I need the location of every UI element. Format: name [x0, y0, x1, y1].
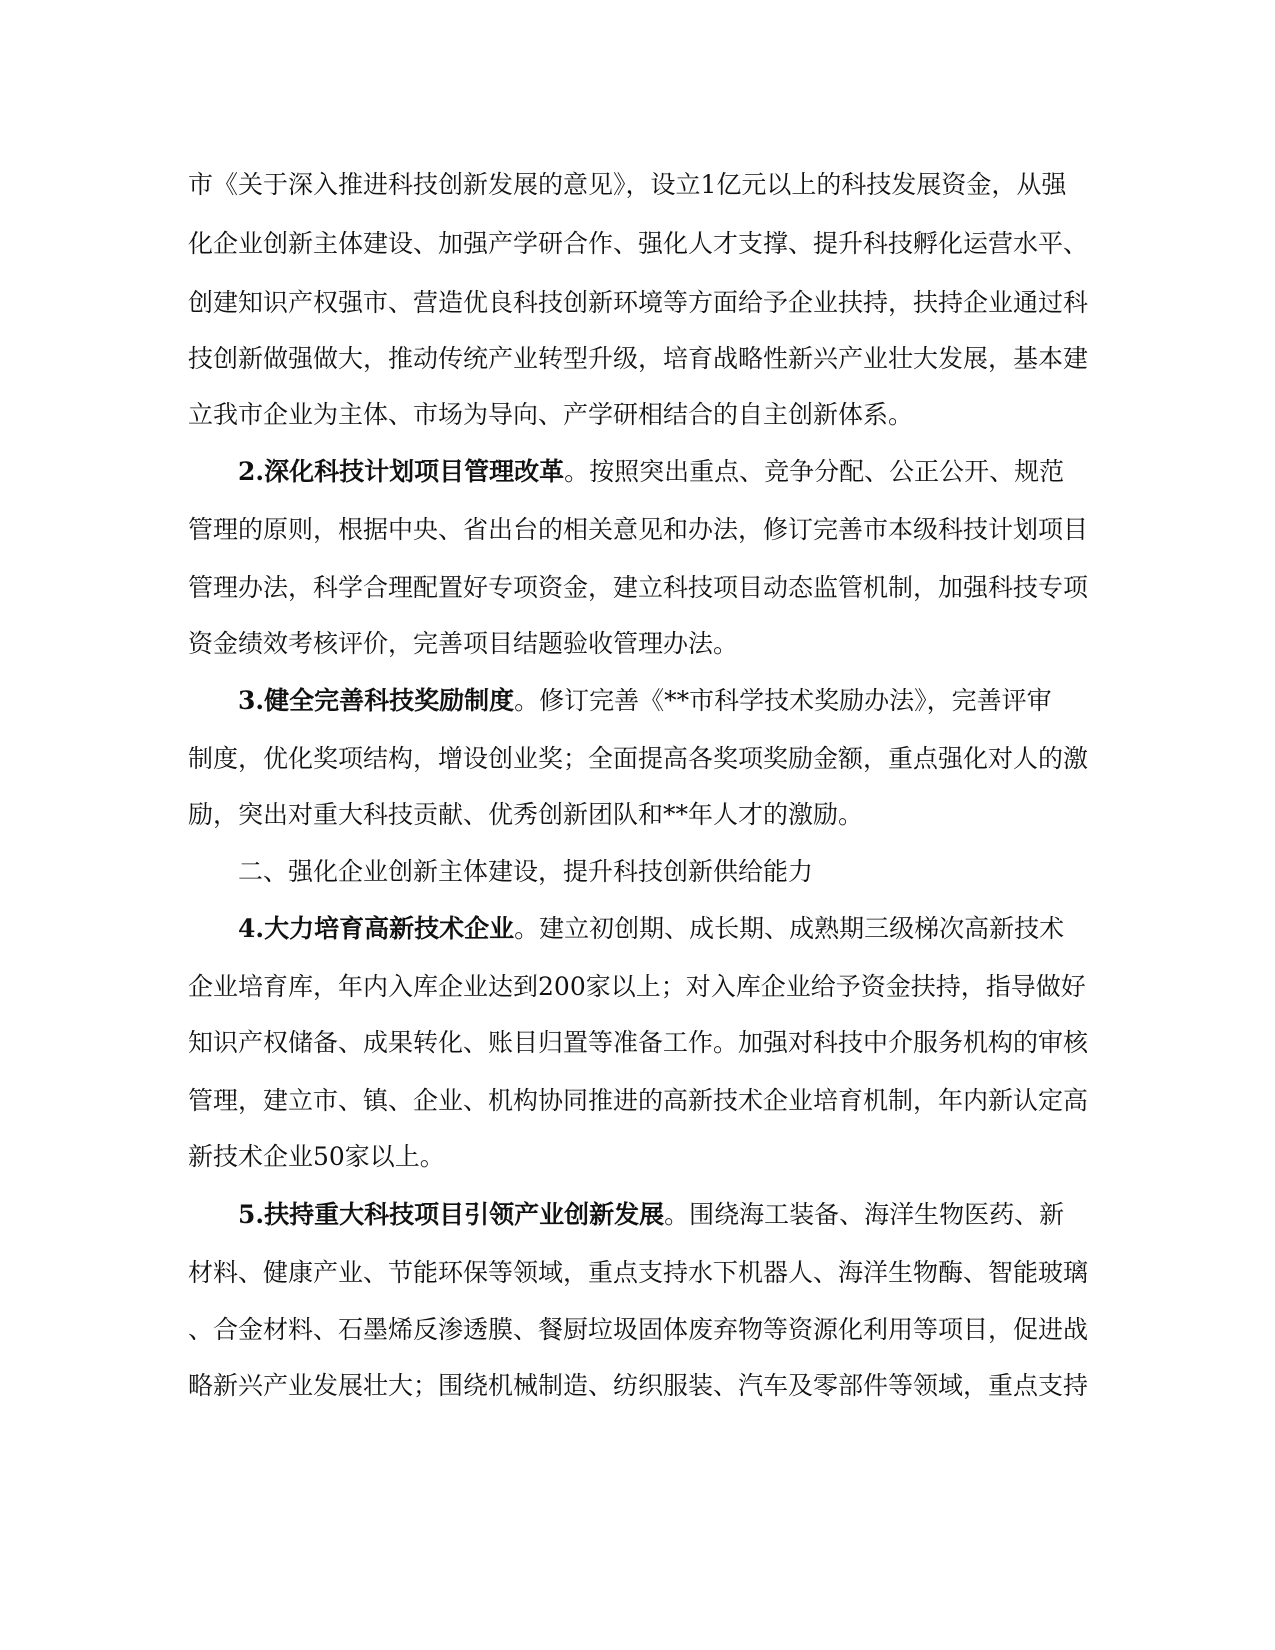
- paragraph-line: 新技术企业50家以上。: [188, 1142, 445, 1171]
- paragraph-line: 企业培育库，年内入库企业达到200家以上；对入库企业给予资金扶持，指导做好: [188, 972, 1086, 1001]
- paragraph-line: 创建知识产权强市、营造优良科技创新环境等方面给予企业扶持，扶持企业通过科: [188, 288, 1089, 317]
- paragraph-line: 资金绩效考核评价，完善项目结题验收管理办法。: [188, 629, 739, 658]
- item-4-first-line: [238, 912, 1088, 946]
- paragraph-line: 管理的原则，根据中央、省出台的相关意见和办法，修订完善市本级科技计划项目: [188, 515, 1089, 544]
- paragraph-line: 管理办法，科学合理配置好专项资金，建立科技项目动态监管机制，加强科技专项: [188, 573, 1089, 602]
- section-2-title: 二、强化企业创新主体建设，提升科技创新供给能力: [238, 857, 814, 886]
- paragraph-line: 、合金材料、石墨烯反渗透膜、餐厨垃圾固体废弃物等资源化利用等项目，促进战: [188, 1315, 1089, 1344]
- item-3-first-line: [238, 684, 1088, 718]
- paragraph-line: 立我市企业为主体、市场为导向、产学研相结合的自主创新体系。: [188, 400, 914, 429]
- paragraph-line: 略新兴产业发展壮大；围绕机械制造、纺织服装、汽车及零部件等领域，重点支持: [188, 1371, 1089, 1400]
- item-5-first-line: [238, 1198, 1088, 1232]
- paragraph-line: 制度，优化奖项结构，增设创业奖；全面提高各奖项奖励金额，重点强化对人的激: [188, 744, 1089, 773]
- paragraph-line: 知识产权储备、成果转化、账目归置等准备工作。加强对科技中介服务机构的审核: [188, 1028, 1089, 1057]
- paragraph-line: 技创新做强做大，推动传统产业转型升级，培育战略性新兴产业壮大发展，基本建: [188, 344, 1089, 373]
- item-2-first-line: [238, 455, 1088, 489]
- paragraph-line: 材料、健康产业、节能环保等领域，重点支持水下机器人、海洋生物酶、智能玻璃: [188, 1258, 1089, 1287]
- paragraph-line: 励，突出对重大科技贡献、优秀创新团队和**年人才的激励。: [188, 800, 864, 829]
- item-4-heading: 4.大力培育高新技术企业: [238, 914, 515, 943]
- item-2-heading: 2.深化科技计划项目管理改革: [238, 457, 565, 486]
- item-3-heading: 3.健全完善科技奖励制度: [238, 686, 515, 715]
- item-2-intro: 。按照突出重点、竞争分配、公正公开、规范: [564, 457, 1065, 486]
- item-3-intro: 。修订完善《**市科学技术奖励办法》，完善评审: [514, 686, 1052, 715]
- item-4-intro: 。建立初创期、成长期、成熟期三级梯次高新技术: [514, 914, 1065, 943]
- item-5-intro: 。围绕海工装备、海洋生物医药、新: [664, 1200, 1065, 1229]
- paragraph-line: 市《关于深入推进科技创新发展的意见》，设立1亿元以上的科技发展资金，从强: [188, 170, 1067, 199]
- item-5-heading: 5.扶持重大科技项目引领产业创新发展: [238, 1200, 665, 1229]
- paragraph-line: 管理，建立市、镇、企业、机构协同推进的高新技术企业培育机制，年内新认定高: [188, 1086, 1089, 1115]
- paragraph-line: 化企业创新主体建设、加强产学研合作、强化人才支撑、提升科技孵化运营水平、: [188, 229, 1089, 258]
